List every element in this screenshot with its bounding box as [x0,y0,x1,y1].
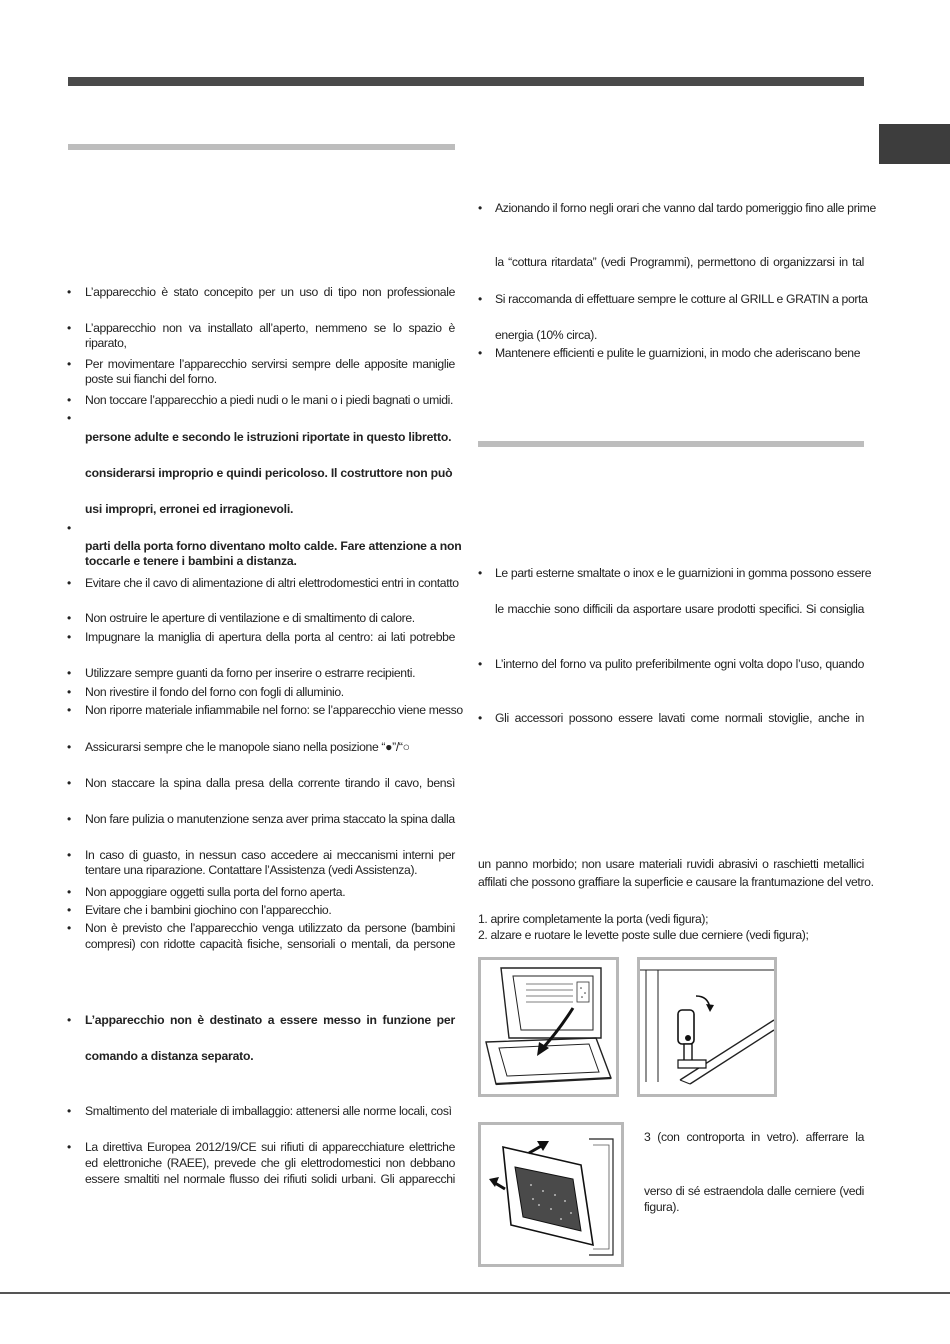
left-text-line: In caso di guasto, in nessun caso accedere ai meccanismi interni per [85,848,455,862]
bullet-marker: • [478,711,483,725]
right-text-line: 1. aprire completamente la porta (vedi figura); [478,912,709,926]
left-text-line: poste sui fianchi del forno. [85,372,217,386]
bullet-marker: • [67,630,72,644]
right-text-line: L’interno del forno va pulito preferibilmente ogni volta dopo l’uso, quando [495,657,864,671]
bullet-marker: • [478,657,483,671]
bullet-marker: • [67,903,72,917]
bullet-marker: • [67,411,72,425]
left-text-line: L’apparecchio è stato concepito per un uso di tipo non professionale [85,285,455,299]
right-section-rule [478,441,864,447]
bullet-marker: • [67,703,72,717]
right-text-line: 3 (con controporta in vetro). afferrare la [644,1130,864,1144]
bullet-marker: • [67,740,72,754]
left-text-line: persone adulte e secondo le istruzioni riportate in questo libretto. [85,430,452,444]
bullet-marker: • [67,357,72,371]
bullet-marker: • [67,1013,72,1027]
right-text-line: Gli accessori possono essere lavati come normali stoviglie, anche in [495,711,864,725]
bullet-marker: • [67,1104,72,1118]
left-text-line: ed elettroniche (RAEE), prevede che gli elettrodomestici non debbano [85,1156,455,1170]
right-text-line: energia (10% circa). [495,328,598,342]
left-text-line: Evitare che i bambini giochino con l’apparecchio. [85,903,332,917]
footer-rule [0,1292,950,1294]
oven-door-open-figure [478,957,619,1097]
left-text-line: tentare una riparazione. Contattare l’Assistenza (vedi Assistenza). [85,863,418,877]
left-text-line: L’apparecchio non è destinato a essere messo in funzione per [85,1013,455,1027]
right-text-line: un panno morbido; non usare materiali ruvidi abrasivi o raschietti metallici [478,857,864,871]
left-text-line: Non è previsto che l’apparecchio venga utilizzato da persone (bambini [85,921,455,935]
bullet-marker: • [67,521,72,535]
right-text-line: le macchie sono difficili da asportare usare prodotti specifici. Si consiglia [495,602,864,616]
left-text-line: La direttiva Europea 2012/19/CE sui rifiuti di apparecchiature elettriche [85,1140,455,1154]
left-text-line: Smaltimento del materiale di imballaggio: attenersi alle norme locali, così [85,1104,452,1118]
bullet-marker: • [67,285,72,299]
left-text-line: Non riporre materiale infiammabile nel forno: se l’apparecchio viene messo [85,703,463,717]
left-text-line: Per movimentare l’apparecchio servirsi sempre delle apposite maniglie [85,357,455,371]
left-text-line: Impugnare la maniglia di apertura della porta al centro: ai lati potrebbe [85,630,455,644]
right-text-line: Azionando il forno negli orari che vanno dal tardo pomeriggio fino alle prime [495,201,876,215]
bullet-marker: • [67,1140,72,1154]
top-header-bar [68,77,864,86]
left-text-line: compresi) con ridotte capacità fisiche, sensoriali o mentali, da persone [85,937,455,951]
bullet-marker: • [67,776,72,790]
left-text-line: considerarsi improprio e quindi pericoloso. Il costruttore non può [85,466,453,480]
bullet-marker: • [67,685,72,699]
left-text-line: Non staccare la spina dalla presa della corrente tirando il cavo, bensì [85,776,455,790]
bullet-marker: • [67,576,72,590]
left-text-line: usi impropri, erronei ed irragionevoli. [85,502,294,516]
hinge-lever-figure [637,957,777,1097]
bullet-marker: • [478,292,483,306]
bullet-marker: • [67,666,72,680]
bullet-marker: • [67,848,72,862]
right-text-line: figura). [644,1200,680,1214]
left-text-line: Assicurarsi sempre che le manopole siano nella posizione “●”/“○ [85,740,410,754]
bullet-marker: • [67,885,72,899]
left-text-line: comando a distanza separato. [85,1049,254,1063]
left-text-line: Non rivestire il fondo del forno con fogli di alluminio. [85,685,344,699]
left-text-line: Non appoggiare oggetti sulla porta del forno aperta. [85,885,346,899]
bullet-marker: • [67,812,72,826]
right-text-line: Le parti esterne smaltate o inox e le guarnizioni in gomma possono essere [495,566,872,580]
left-text-line: Utilizzare sempre guanti da forno per inserire o estrarre recipienti. [85,666,416,680]
right-text-line: Si raccomanda di effettuare sempre le cotture al GRILL e GRATIN a porta [495,292,868,306]
left-text-line: Non ostruire le aperture di ventilazione e di smaltimento di calore. [85,611,415,625]
left-text-line: L’apparecchio non va installato all’aperto, nemmeno se lo spazio è riparato, [85,321,455,350]
left-text-line: toccarle e tenere i bambini a distanza. [85,554,297,568]
left-section-rule [68,144,455,150]
right-text-line: Mantenere efficienti e pulite le guarnizioni, in modo che aderiscano bene [495,346,861,360]
left-text-line: parti della porta forno diventano molto calde. Fare attenzione a non [85,539,462,553]
bullet-marker: • [67,611,72,625]
right-text-line: verso di sé estraendola dalle cerniere (vedi [644,1184,864,1198]
left-text-line: Non fare pulizia o manutenzione senza aver prima staccato la spina dalla [85,812,455,826]
left-text-line: Evitare che il cavo di alimentazione di altri elettrodomestici entri in contatto [85,576,459,590]
bullet-marker: • [67,393,72,407]
bullet-marker: • [67,921,72,935]
language-side-tab [879,124,950,164]
left-text-line: essere smaltiti nel normale flusso dei rifiuti solidi urbani. Gli apparecchi [85,1172,455,1186]
right-text-line: la “cottura ritardata” (vedi Programmi), permettono di organizzarsi in tal [495,255,864,269]
right-text-line: affilati che possono graffiare la superficie e causare la frantumazione del vetro. [478,875,874,889]
right-text-line: 2. alzare e ruotare le levette poste sulle due cerniere (vedi figura); [478,928,809,942]
left-text-line: Non toccare l’apparecchio a piedi nudi o le mani o i piedi bagnati o umidi. [85,393,454,407]
bullet-marker: • [478,566,483,580]
bullet-marker: • [478,201,483,215]
bullet-marker: • [478,346,483,360]
bullet-marker: • [67,321,72,335]
door-removal-figure [478,1122,624,1267]
